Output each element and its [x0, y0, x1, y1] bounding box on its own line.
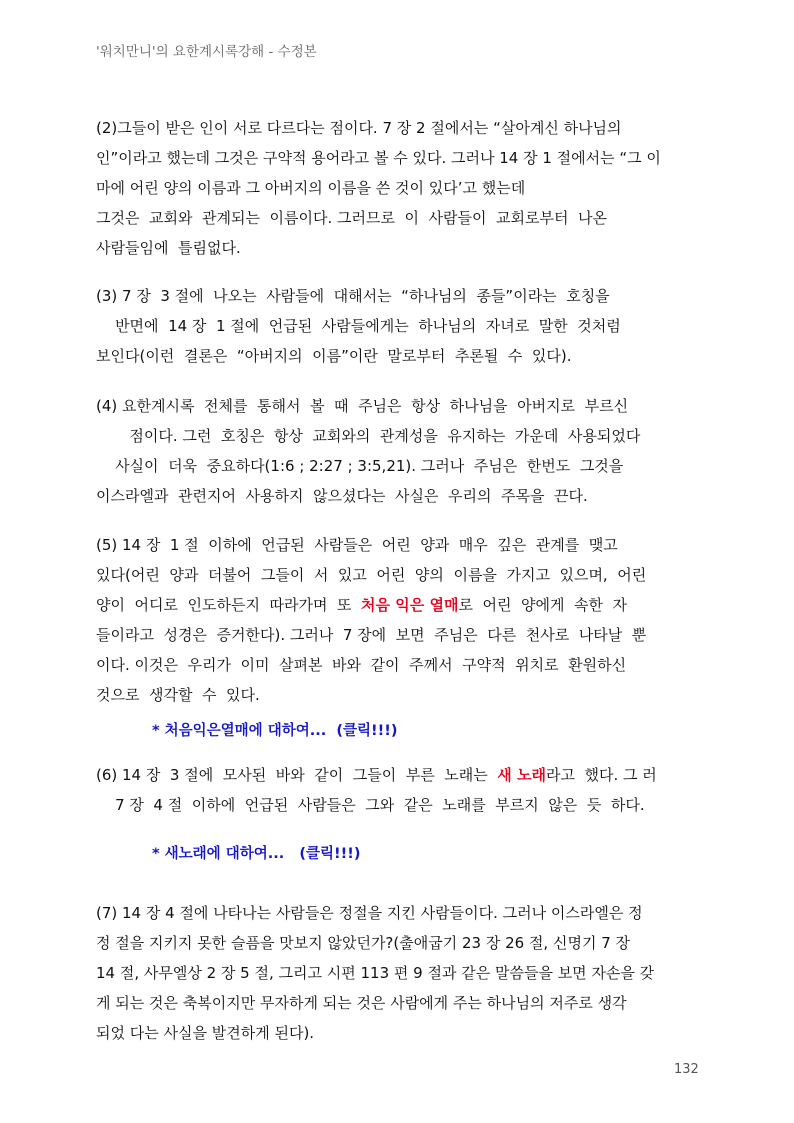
text-line: 사실이 더욱 중요하다(1:6 ; 2:27 ; 3:5,21). 그러나 주님은 한번도 그것을	[96, 457, 624, 475]
text-segment: 라고 했다. 그 러	[546, 766, 657, 784]
text-line: (7) 14 장 4 절에 나타나는 사람들은 정절을 지킨 사람들이다. 그러나 이스라엘은 정	[96, 904, 643, 922]
text-line: 게 되는 것은 축복이지만 무자하게 되는 것은 사람에게 주는 하나님의 저주로 생각	[96, 994, 627, 1012]
text-line	[96, 760, 696, 790]
text-line: 것으로 생각할 수 있다.	[96, 686, 260, 704]
text-segment: 양이 어디로 인도하든지 따라가며 또	[96, 596, 362, 614]
text-line: (4) 요한계시록 전체를 통해서 볼 때 주님은 항상 하나님을 아버지로 부르신	[96, 397, 629, 415]
text-line: 7 장 4 절 이하에 언급된 사람들은 그와 같은 노래를 부르지 않은 듯 하다.	[96, 796, 645, 814]
paragraph-3	[96, 281, 696, 371]
text-line: 그것은 교회와 관계되는 이름이다. 그러므로 이 사람들이 교회로부터 나온	[96, 209, 607, 227]
paragraph-5	[96, 530, 696, 710]
paragraph-7	[96, 898, 696, 1048]
highlight-first-fruits: 처음 익은 열매	[361, 596, 459, 614]
text-line: 사람들임에 틀림없다.	[96, 239, 241, 257]
paragraph-6	[96, 760, 696, 820]
highlight-new-song: 새 노래	[497, 766, 546, 784]
text-line: (3) 7 장 3 절에 나오는 사람들에 대해서는 “하나님의 종들”이라는 호칭을	[96, 287, 610, 305]
text-line: (2)그들이 받은 인이 서로 다르다는 점이다. 7 장 2 절에서는 “살아계신 하나님의	[96, 119, 622, 137]
text-line: 마에 어린 양의 이름과 그 아버지의 이름을 쓴 것이 있다’고 했는데	[96, 179, 526, 197]
text-segment: 로 어린 양에게 속한 자	[458, 596, 627, 614]
text-line: 반면에 14 장 1 절에 언급된 사람들에게는 하나님의 자녀로 말한 것처럼	[96, 317, 621, 335]
first-fruits-link[interactable]: * 처음익은열매에 대하여... (클릭!!!)	[152, 723, 398, 739]
text-line	[96, 590, 696, 620]
paragraph-4	[96, 391, 696, 511]
text-line: 정 절을 지키지 못한 슬픔을 맛보지 않았던가?(출애굽기 23 장 26 절, 신명기 7 장	[96, 934, 631, 952]
text-line: 인”이라고 했는데 그것은 구약적 용어라고 볼 수 있다. 그러나 14 장 1 절에서는 “그 이	[96, 149, 661, 167]
paragraph-2	[96, 113, 696, 263]
text-line: 14 절, 사무엘상 2 장 5 절, 그리고 시편 113 편 9 절과 같은 말씀들을 보면 자손을 갖	[96, 964, 655, 982]
text-segment: (6) 14 장 3 절에 모사된 바와 같이 그들이 부른 노래는	[96, 766, 498, 784]
text-line: 있다(어린 양과 더불어 그들이 서 있고 어린 양의 이름을 가지고 있으며, 어린	[96, 566, 647, 584]
text-line: 보인다(이런 결론은 “아버지의 이름”이란 말로부터 추론될 수 있다).	[96, 347, 572, 365]
text-line: 이스라엘과 관련지어 사용하지 않으셨다는 사실은 우리의 주목을 끈다.	[96, 487, 588, 505]
text-line: 되었 다는 사실을 발견하게 된다).	[96, 1024, 315, 1042]
page-number: 132	[674, 1062, 699, 1077]
text-line: 이다. 이것은 우리가 이미 살펴본 바와 같이 주께서 구약적 위치로 환원하신	[96, 656, 627, 674]
text-line: (5) 14 장 1 절 이하에 언급된 사람들은 어린 양과 매우 깊은 관계를 맺고	[96, 536, 618, 554]
page-header: '워치만니'의 요한계시록강해 - 수정본	[96, 44, 317, 60]
text-line: 점이다. 그런 호칭은 항상 교회와의 관계성을 유지하는 가운데 사용되었다	[96, 427, 641, 445]
text-line: 들이라고 성경은 증거한다). 그러나 7 장에 보면 주님은 다른 천사로 나타날 뿐	[96, 626, 647, 644]
new-song-link[interactable]: * 새노래에 대하여... (클릭!!!)	[152, 846, 361, 862]
